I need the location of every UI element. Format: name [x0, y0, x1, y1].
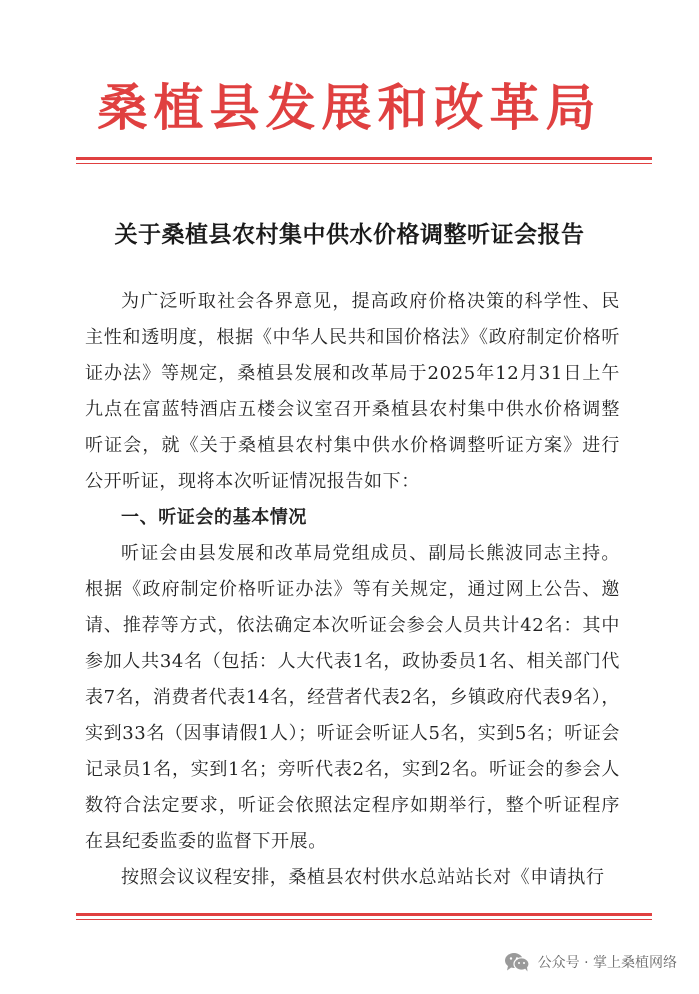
letterhead-rule-top — [76, 157, 652, 160]
wechat-icon — [504, 952, 530, 972]
letterhead-rule-top-thin — [76, 163, 652, 164]
section-heading: 一、听证会的基本情况 — [121, 507, 307, 528]
watermark-text: 公众号 · 掌上桑植网络 — [537, 955, 677, 971]
letterhead-title: 桑植县发展和改革局 — [97, 78, 602, 137]
watermark — [504, 952, 677, 972]
document-title: 关于桑植县农村集中供水价格调整听证会报告 — [114, 222, 585, 248]
footer-rule-thin — [76, 919, 652, 920]
continuation-paragraph: 按照会议议程安排，桑植县农村供水总站站长对《申请执行 — [121, 867, 605, 888]
document-body — [85, 284, 620, 896]
intro-paragraph: 为广泛听取社会各界意见，提高政府价格决策的科学性、民主性和透明度，根据《中华人民共和国价格法》《政府制定价格听证办法》等规定，桑植县发展和改革局于2025年12月31日上午九点在富蓝特酒店五楼会议室召开桑植县农村集中供水价格调整听证会，就《关于桑植县农村集中供水价格调整听证方案》进行公开听证，现将本次听证情况报告如下： — [85, 291, 620, 492]
footer-rule — [76, 913, 652, 916]
section-paragraph: 听证会由县发展和改革局党组成员、副局长熊波同志主持。根据《政府制定价格听证办法》等有关规定，通过网上公告、邀请、推荐等方式，依法确定本次听证会参会人员共计42名：其中参加人共34名（包括：人大代表1名，政协委员1名、相关部门代表7名，消费者代表14名，经营者代表2名，乡镇政府代表9名），实到33名（因事请假1人）；听证会听证人5名，实到5名；听证会记录员1名，实到1名；旁听代表2名，实到2名。听证会的参会人数符合法定要求，听证会依照法定程序如期举行，整个听证程序在县纪委监委的监督下开展。 — [85, 543, 620, 852]
